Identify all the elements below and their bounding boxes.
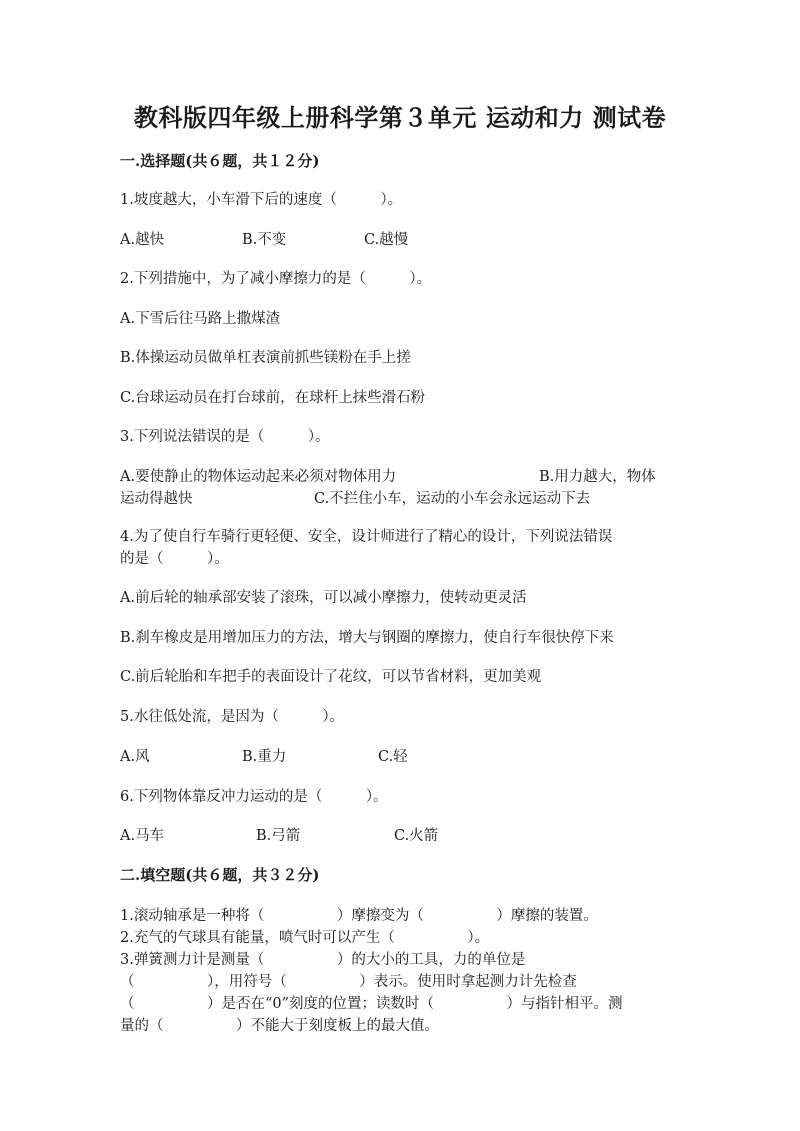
- question-4-stem-line1: 4.为了使自行车骑行更轻便、安全，设计师进行了精心的设计，下列说法错误: [120, 529, 613, 545]
- fill-question-3-line2: （ ），用符号（ ）表示。使用时拿起测力计先检查: [120, 974, 577, 990]
- question-5-stem: 5.水往低处流，是因为（ ）。: [120, 709, 345, 725]
- question-3-stem: 3.下列说法错误的是（ ）。: [120, 429, 330, 445]
- question-6-stem: 6.下列物体靠反冲力运动的是（ ）。: [120, 789, 388, 805]
- fill-question-3-line4: 量的（ ）不能大于刻度板上的最大值。: [120, 1018, 439, 1034]
- question-6-option-b: B.弓箭: [256, 828, 301, 844]
- section-heading-choice: 一.选择题(共６题，共１２分): [120, 152, 320, 170]
- question-3-option-a: A.要使静止的物体运动起来必须对物体用力: [120, 469, 397, 485]
- page-title: 教科版四年级上册科学第３单元 运动和力 测试卷: [133, 103, 667, 132]
- question-6-option-a: A.马车: [120, 828, 165, 844]
- question-2-option-a: A.下雪后往马路上撒煤渣: [120, 311, 281, 327]
- question-1-option-b: B.不变: [242, 232, 287, 248]
- fill-question-3-line1: 3.弹簧测力计是测量（ ）的大小的工具，力的单位是: [120, 952, 526, 968]
- question-4-option-c: C.前后轮胎和车把手的表面设计了花纹，可以节省材料，更加美观: [120, 669, 542, 685]
- question-5-option-b: B.重力: [242, 749, 287, 765]
- section-heading-fill-blank: 二.填空题(共６题，共３２分): [120, 866, 320, 884]
- question-4-stem-line2: 的是（ ）。: [120, 551, 229, 567]
- question-5-option-c: C.轻: [378, 749, 408, 765]
- question-2-option-c: C.台球运动员在打台球前，在球杆上抹些滑石粉: [120, 390, 426, 406]
- question-2-option-b: B.体操运动员做单杠表演前抓些镁粉在手上搓: [120, 350, 411, 366]
- fill-question-2: 2.充气的气球具有能量，喷气时可以产生（ ）。: [120, 930, 490, 946]
- question-6-option-c: C.火箭: [394, 828, 439, 844]
- question-3-option-b-cont: 运动得越快: [120, 491, 193, 507]
- question-2-stem: 2.下列措施中，为了减小摩擦力的是（ ）。: [120, 271, 432, 287]
- question-4-option-a: A.前后轮的轴承部安装了滚珠，可以减小摩擦力，使转动更灵活: [120, 590, 527, 606]
- question-1-stem: 1.坡度越大，小车滑下后的速度（ ）。: [120, 192, 403, 208]
- question-5-option-a: A.风: [120, 749, 150, 765]
- question-3-option-b: B.用力越大，物体: [539, 469, 656, 485]
- question-1-option-c: C.越慢: [364, 232, 409, 248]
- question-4-option-b: B.刹车橡皮是用增加压力的方法，增大与钢圈的摩擦力，使自行车很快停下来: [120, 630, 614, 646]
- fill-question-3-line3: （ ）是否在“0”刻度的位置；读数时（ ）与指针相平。测: [120, 996, 623, 1012]
- question-1-option-a: A.越快: [120, 232, 165, 248]
- fill-question-1: 1.滚动轴承是一种将（ ）摩擦变为（ ）摩擦的装置。: [120, 908, 598, 924]
- question-3-option-c: C.不拦住小车，运动的小车会永远运动下去: [314, 491, 591, 507]
